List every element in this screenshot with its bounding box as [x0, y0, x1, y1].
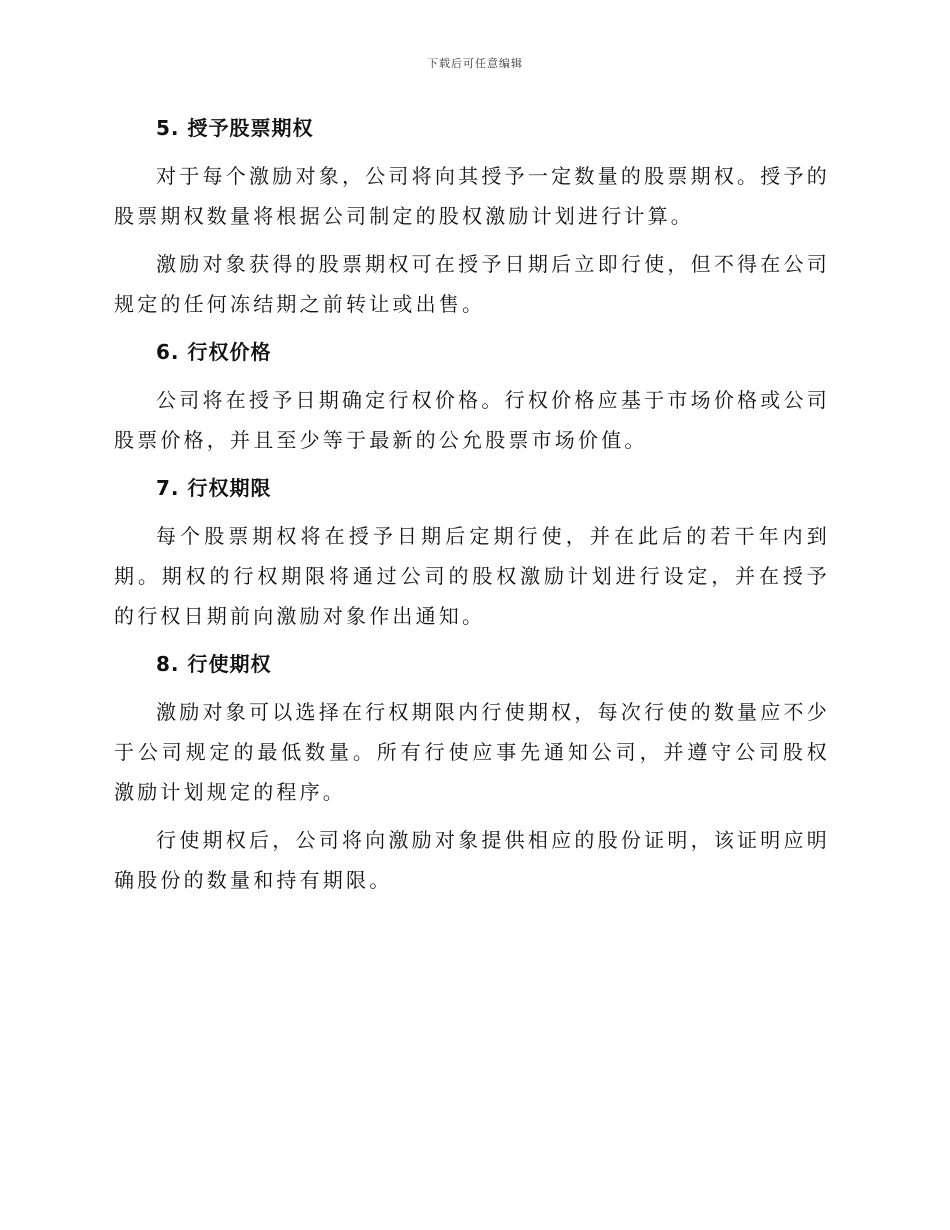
paragraph: 激励对象可以选择在行权期限内行使期权，每次行使的数量应不少于公司规定的最低数量。所有行使应事先通知公司，并遵守公司股权激励计划规定的程序。: [114, 700, 830, 804]
section-heading: 5. 授予股票期权: [156, 116, 314, 140]
section-exercise-period: [114, 468, 830, 636]
page-header: 下载后可任意编辑: [427, 57, 523, 70]
document-body: [114, 108, 830, 908]
section-heading: 6. 行权价格: [156, 340, 272, 364]
section-heading: 7. 行权期限: [156, 476, 272, 500]
paragraph: 行使期权后，公司将向激励对象提供相应的股份证明，该证明应明确股份的数量和持有期限。: [114, 828, 830, 892]
paragraph: 激励对象获得的股票期权可在授予日期后立即行使，但不得在公司规定的任何冻结期之前转让或出售。: [114, 252, 830, 316]
paragraph: 公司将在授予日期确定行权价格。行权价格应基于市场价格或公司股票价格，并且至少等于最新的公允股票市场价值。: [114, 388, 830, 452]
paragraph: 对于每个激励对象，公司将向其授予一定数量的股票期权。授予的股票期权数量将根据公司制定的股权激励计划进行计算。: [114, 164, 830, 228]
section-heading: 8. 行使期权: [156, 652, 272, 676]
section-grant-options: [114, 108, 830, 324]
section-exercise-price: [114, 332, 830, 460]
section-exercise-options: [114, 644, 830, 900]
paragraph: 每个股票期权将在授予日期后定期行使，并在此后的若干年内到期。期权的行权期限将通过公司的股权激励计划进行设定，并在授予的行权日期前向激励对象作出通知。: [114, 524, 830, 628]
